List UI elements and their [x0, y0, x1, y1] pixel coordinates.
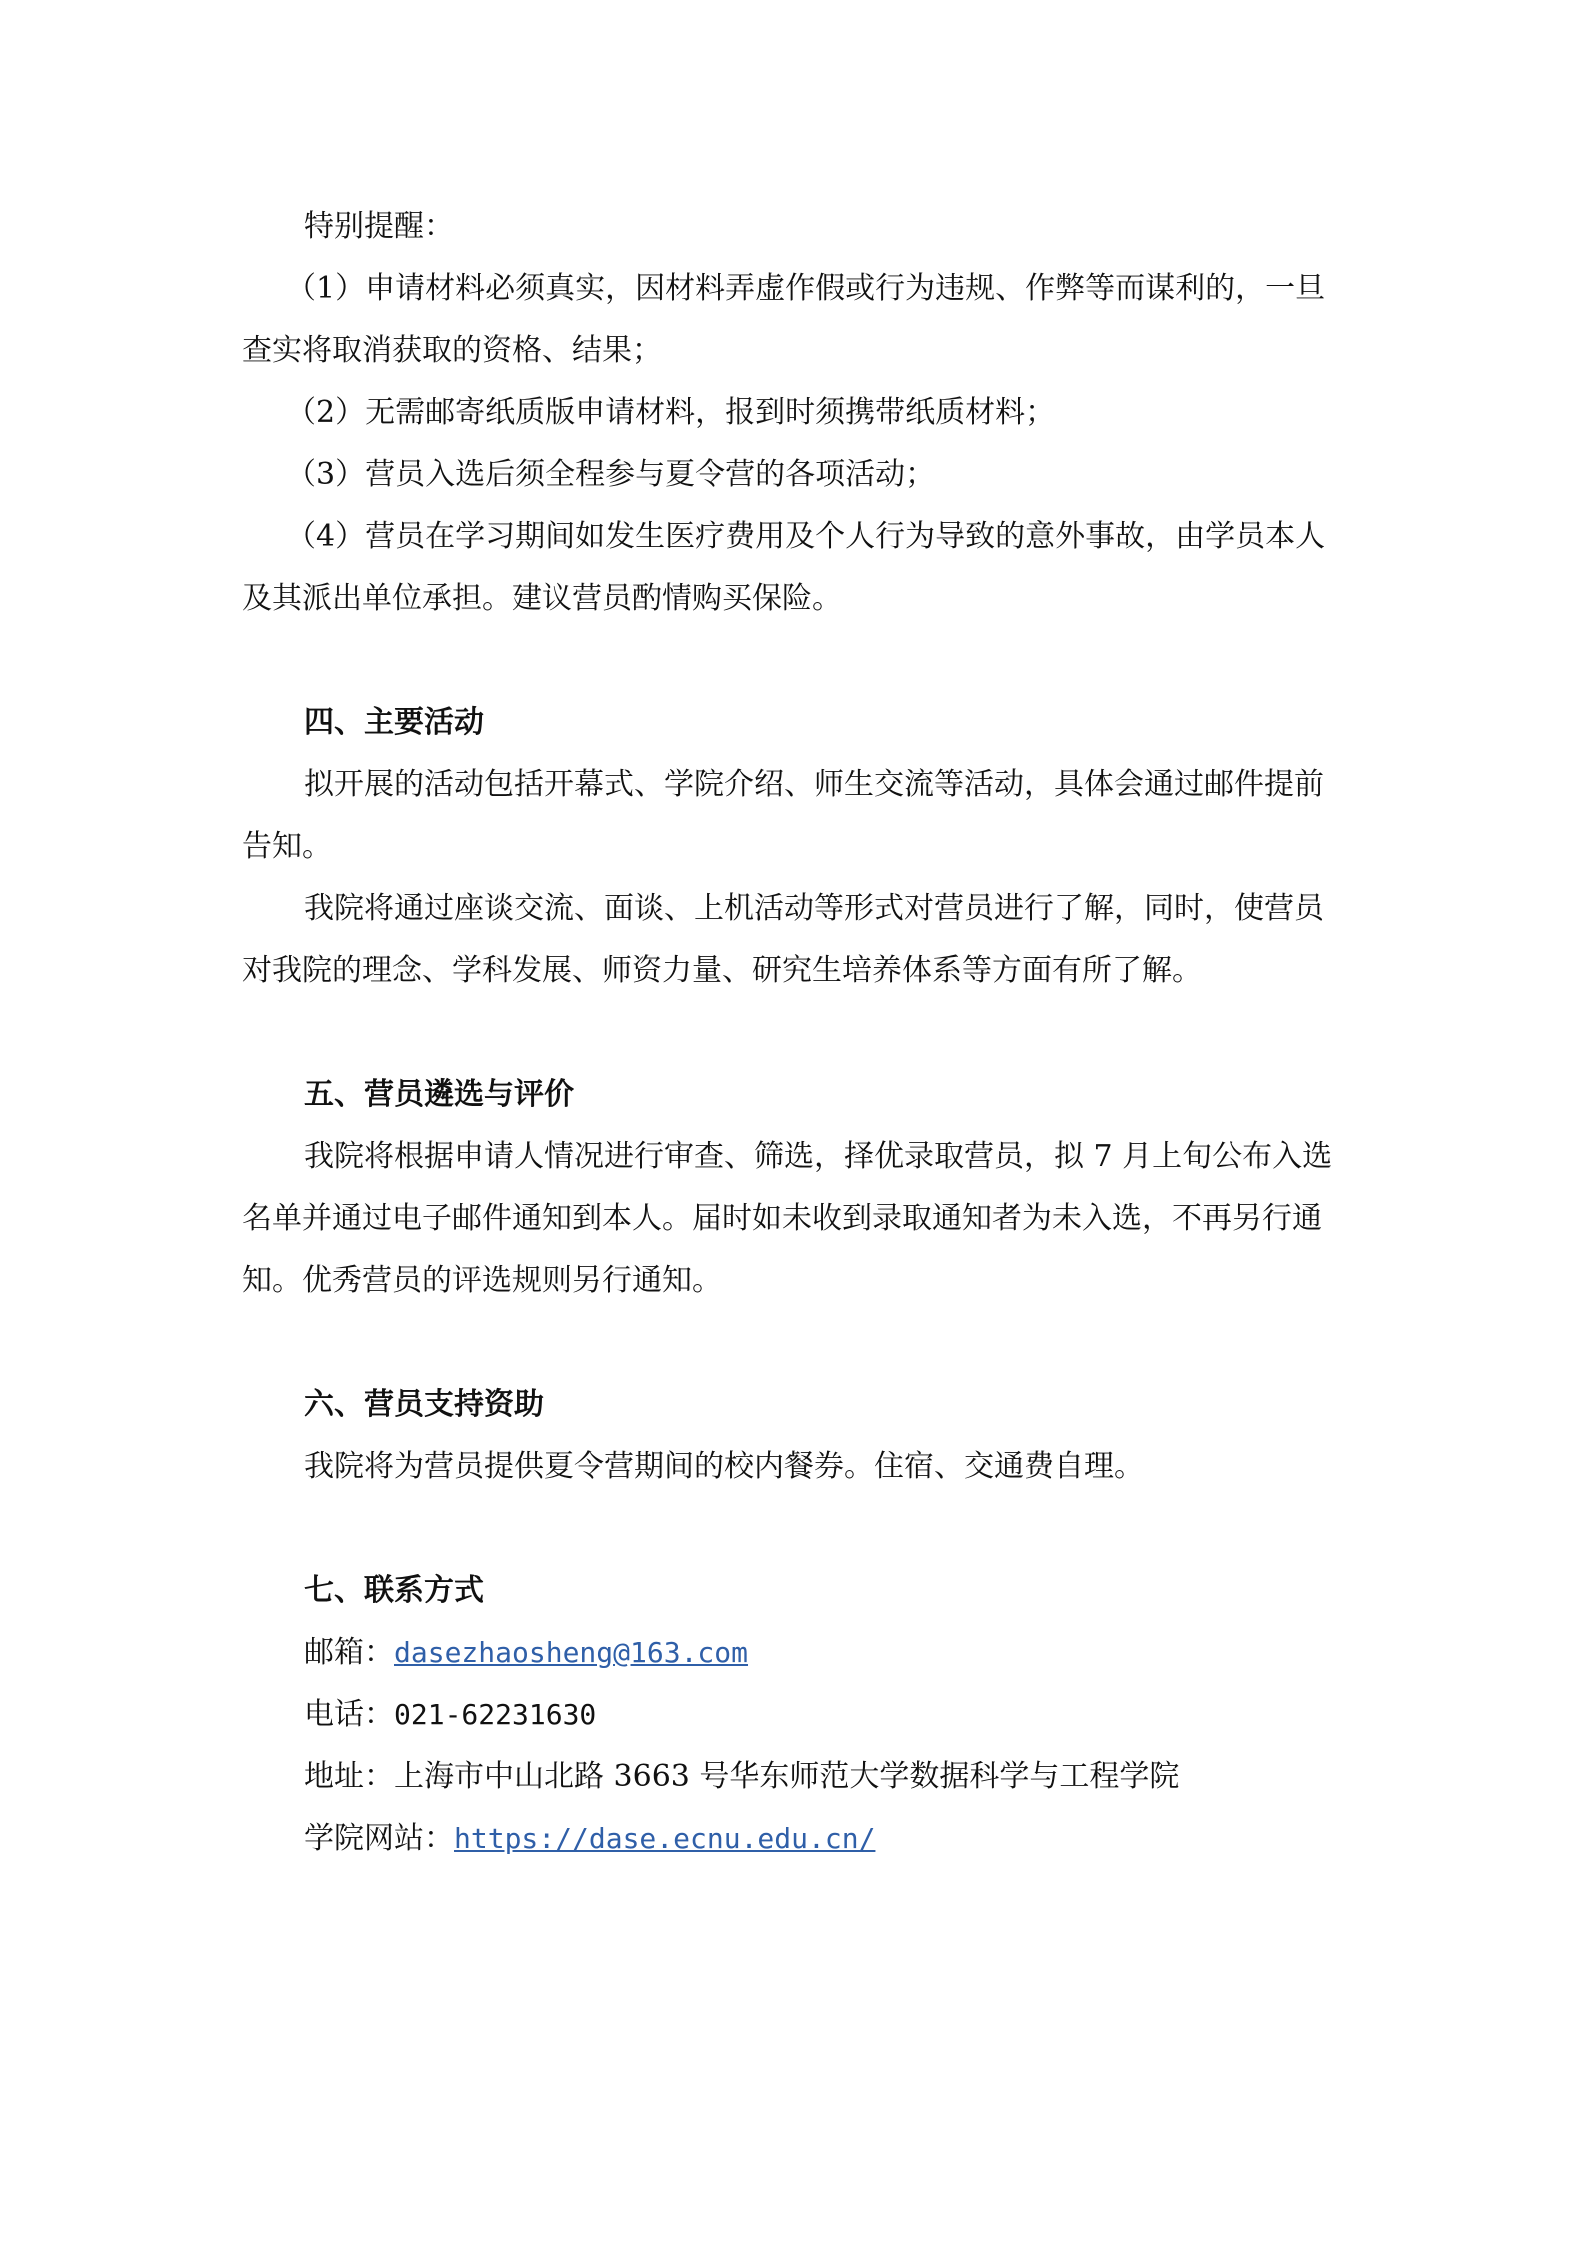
- section-paragraph: 我院将通过座谈交流、面谈、上机活动等形式对营员进行了解，同时，使营员对我院的理念、学科发展、师资力量、研究生培养体系等方面有所了解。: [242, 891, 1324, 988]
- reminder-item-2: （2）无需邮寄纸质版申请材料，报到时须携带纸质材料；: [286, 395, 1056, 430]
- reminder-item-4: （4）营员在学习期间如发生医疗费用及个人行为导致的意外事故，由学员本人及其派出单位承担。建议营员酌情购买保险。: [242, 519, 1326, 616]
- reminder-item-3: （3）营员入选后须全程参与夏令营的各项活动；: [286, 457, 936, 492]
- contact-address-row: [242, 1746, 1352, 1808]
- address-label: 地址：: [304, 1759, 394, 1794]
- section-paragraph: 我院将根据申请人情况进行审查、筛选，择优录取营员，拟 7 月上旬公布入选名单并通过电子邮件通知到本人。届时如未收到录取通知者为未入选，不再另行通知。优秀营员的评选规则另行通知。: [242, 1139, 1333, 1298]
- section-paragraph: 我院将为营员提供夏令营期间的校内餐券。住宿、交通费自理。: [304, 1449, 1144, 1484]
- contact-website-row: [242, 1808, 1352, 1870]
- address-text: 上海市中山北路 3663 号华东师范大学数据科学与工程学院: [394, 1759, 1180, 1794]
- email-label: 邮箱：: [304, 1635, 394, 1670]
- contact-phone-row: [242, 1684, 1352, 1746]
- reminder-item-1: （1）申请材料必须真实，因材料弄虚作假或行为违规、作弊等而谋利的，一旦查实将取消获取的资格、结果；: [242, 271, 1326, 368]
- phone-label: 电话：: [304, 1697, 394, 1732]
- reminder-title: 特别提醒：: [304, 209, 454, 244]
- section-heading-contact: 七、联系方式: [304, 1573, 484, 1608]
- section-heading-activities: 四、主要活动: [304, 705, 484, 740]
- contact-email-row: [242, 1622, 1352, 1684]
- email-link[interactable]: dasezhaosheng@163.com: [394, 1636, 749, 1669]
- website-link[interactable]: https://dase.ecnu.edu.cn/: [454, 1822, 876, 1855]
- section-heading-selection: 五、营员遴选与评价: [304, 1077, 574, 1112]
- section-paragraph: 拟开展的活动包括开幕式、学院介绍、师生交流等活动，具体会通过邮件提前告知。: [242, 767, 1324, 864]
- website-label: 学院网站：: [304, 1821, 454, 1856]
- phone-number: 021-62231630: [394, 1698, 597, 1731]
- document-page: [242, 196, 1352, 1870]
- section-heading-support: 六、营员支持资助: [304, 1387, 544, 1422]
